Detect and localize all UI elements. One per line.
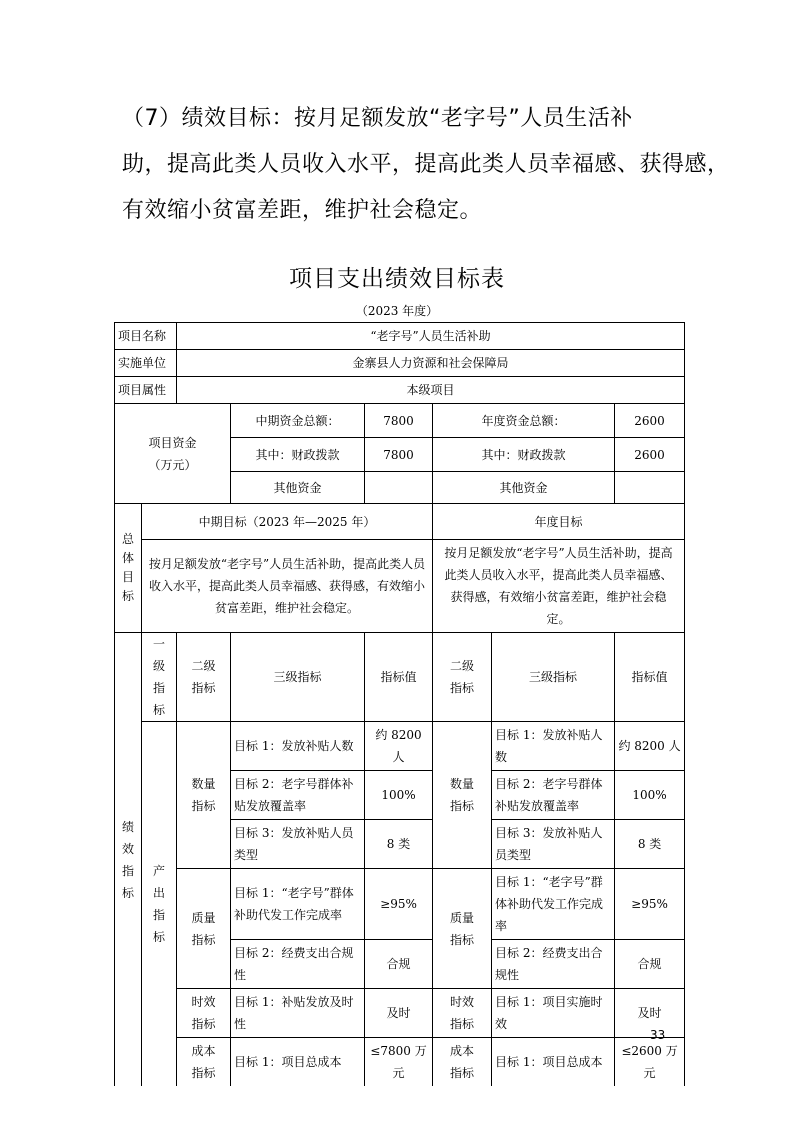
performance-table [114, 322, 685, 1086]
mid-q1: 目标 1：发放补贴人数 [231, 722, 365, 771]
year-other-label: 其他资金 [433, 472, 615, 504]
mid-goal-text: 按月足额发放“老字号”人员生活补助，提高此类人员收入水平，提高此类人员幸福感、获得感，有效缩小贫富差距，维护社会稳定。 [142, 540, 433, 633]
output-indicator-label [142, 722, 177, 1087]
year-q1: 目标 1：发放补贴人数 [492, 722, 615, 771]
quality-label-mid [177, 869, 231, 989]
quantity-label-year-text: 数量指标 [450, 777, 475, 813]
hdr-level2-year-text: 二级指标 [450, 659, 475, 695]
mid-q2-val: 100% [365, 771, 433, 820]
year-total-value: 2600 [615, 404, 685, 438]
output-indicator-label-text: 产出指标 [153, 864, 166, 944]
perf-indicator-label-text: 绩效指标 [122, 819, 135, 900]
mid-t1: 目标 1：补贴发放及时性 [231, 989, 365, 1038]
year-q2: 目标 2：老字号群体补贴发放覆盖率 [492, 771, 615, 820]
unit-label: 实施单位 [115, 350, 177, 377]
mid-q3: 目标 3：发放补贴人员类型 [231, 820, 365, 869]
mid-c1: 目标 1：项目总成本 [231, 1038, 365, 1087]
hdr-value-mid: 指标值 [365, 633, 433, 722]
year-ql1: 目标 1：“老字号”群体补助代发工作完成率 [492, 869, 615, 940]
attr-label: 项目属性 [115, 377, 177, 404]
hdr-level1-text: 一级指标 [153, 637, 166, 717]
hdr-level3-mid: 三级指标 [231, 633, 365, 722]
year-other-value [615, 472, 685, 504]
mid-total-label: 中期资金总额： [231, 404, 365, 438]
hdr-level2-year [433, 633, 492, 722]
time-label-year-text: 时效指标 [450, 995, 475, 1031]
hdr-value-year: 指标值 [615, 633, 685, 722]
year-q3-val: 8 类 [615, 820, 685, 869]
quantity-label-mid-text: 数量指标 [191, 777, 216, 813]
year-q1-val: 约 8200 人 [615, 722, 685, 771]
mid-other-label: 其他资金 [231, 472, 365, 504]
cost-label-year [433, 1038, 492, 1087]
quantity-label-mid [177, 722, 231, 869]
overall-goal-label-text: 总体目标 [122, 532, 135, 603]
time-label-mid-text: 时效指标 [191, 995, 216, 1031]
year-goal-text: 按月足额发放“老字号”人员生活补助，提高此类人员收入水平，提高此类人员幸福感、获得感，有效缩小贫富差距，维护社会稳定。 [433, 540, 685, 633]
year-t1-val: 及时 [615, 989, 685, 1038]
year-fiscal-value: 2600 [615, 438, 685, 472]
year-q3: 目标 3：发放补贴人员类型 [492, 820, 615, 869]
unit-value: 金寨县人力资源和社会保障局 [177, 350, 685, 377]
mid-fiscal-value: 7800 [365, 438, 433, 472]
hdr-level3-year: 三级指标 [492, 633, 615, 722]
mid-c1-val: ≤7800 万元 [365, 1038, 433, 1087]
intro-line-1: （7）绩效目标：按月足额发放“老字号”人员生活补 [122, 106, 633, 131]
mid-fiscal-label: 其中：财政拨款 [231, 438, 365, 472]
hdr-level2-mid [177, 633, 231, 722]
mid-q2: 目标 2：老字号群体补贴发放覆盖率 [231, 771, 365, 820]
table-year: （2023 年度） [355, 304, 439, 318]
year-total-label: 年度资金总额： [433, 404, 615, 438]
year-ql1-val: ≥95% [615, 869, 685, 940]
time-label-mid [177, 989, 231, 1038]
cost-label-mid [177, 1038, 231, 1087]
intro-line-3: 有效缩小贫富差距，维护社会稳定。 [122, 198, 483, 223]
year-fiscal-label: 其中：财政拨款 [433, 438, 615, 472]
funds-unit: （万元） [148, 457, 197, 472]
mid-ql1-val: ≥95% [365, 869, 433, 940]
perf-indicator-label [115, 633, 142, 1087]
table-title: 项目支出绩效目标表 [289, 266, 505, 292]
quantity-label-year [433, 722, 492, 869]
mid-t1-val: 及时 [365, 989, 433, 1038]
year-ql2-val: 合规 [615, 940, 685, 989]
year-q2-val: 100% [615, 771, 685, 820]
overall-goal-label [115, 504, 142, 633]
funds-label: 项目资金 [148, 435, 197, 450]
quality-label-year [433, 869, 492, 989]
mid-ql1: 目标 1：“老字号”群体补助代发工作完成率 [231, 869, 365, 940]
mid-other-value [365, 472, 433, 504]
page-number: 33 [650, 1028, 666, 1042]
year-c1-val: ≤2600 万元 [615, 1038, 685, 1087]
mid-total-value: 7800 [365, 404, 433, 438]
attr-value: 本级项目 [177, 377, 685, 404]
year-c1: 目标 1：项目总成本 [492, 1038, 615, 1087]
year-goal-header: 年度目标 [433, 504, 685, 540]
cost-label-year-text: 成本指标 [450, 1044, 475, 1080]
quality-label-year-text: 质量指标 [450, 910, 475, 947]
mid-q1-val: 约 8200 人 [365, 722, 433, 771]
year-t1: 目标 1：项目实施时效 [492, 989, 615, 1038]
mid-goal-header: 中期目标（2023 年—2025 年） [142, 504, 433, 540]
mid-q3-val: 8 类 [365, 820, 433, 869]
project-name-label: 项目名称 [115, 323, 177, 350]
mid-ql2-val: 合规 [365, 940, 433, 989]
hdr-level2-mid-text: 二级指标 [191, 659, 216, 695]
intro-line-2: 助，提高此类人员收入水平，提高此类人员幸福感、获得感， [122, 152, 730, 177]
funds-label-cell [115, 404, 231, 504]
intro-paragraph [122, 96, 730, 234]
quality-label-mid-text: 质量指标 [191, 910, 216, 947]
cost-label-mid-text: 成本指标 [191, 1044, 216, 1080]
time-label-year [433, 989, 492, 1038]
mid-ql2: 目标 2：经费支出合规性 [231, 940, 365, 989]
hdr-level1 [142, 633, 177, 722]
year-ql2: 目标 2：经费支出合规性 [492, 940, 615, 989]
project-name-value: “老字号”人员生活补助 [177, 323, 685, 350]
